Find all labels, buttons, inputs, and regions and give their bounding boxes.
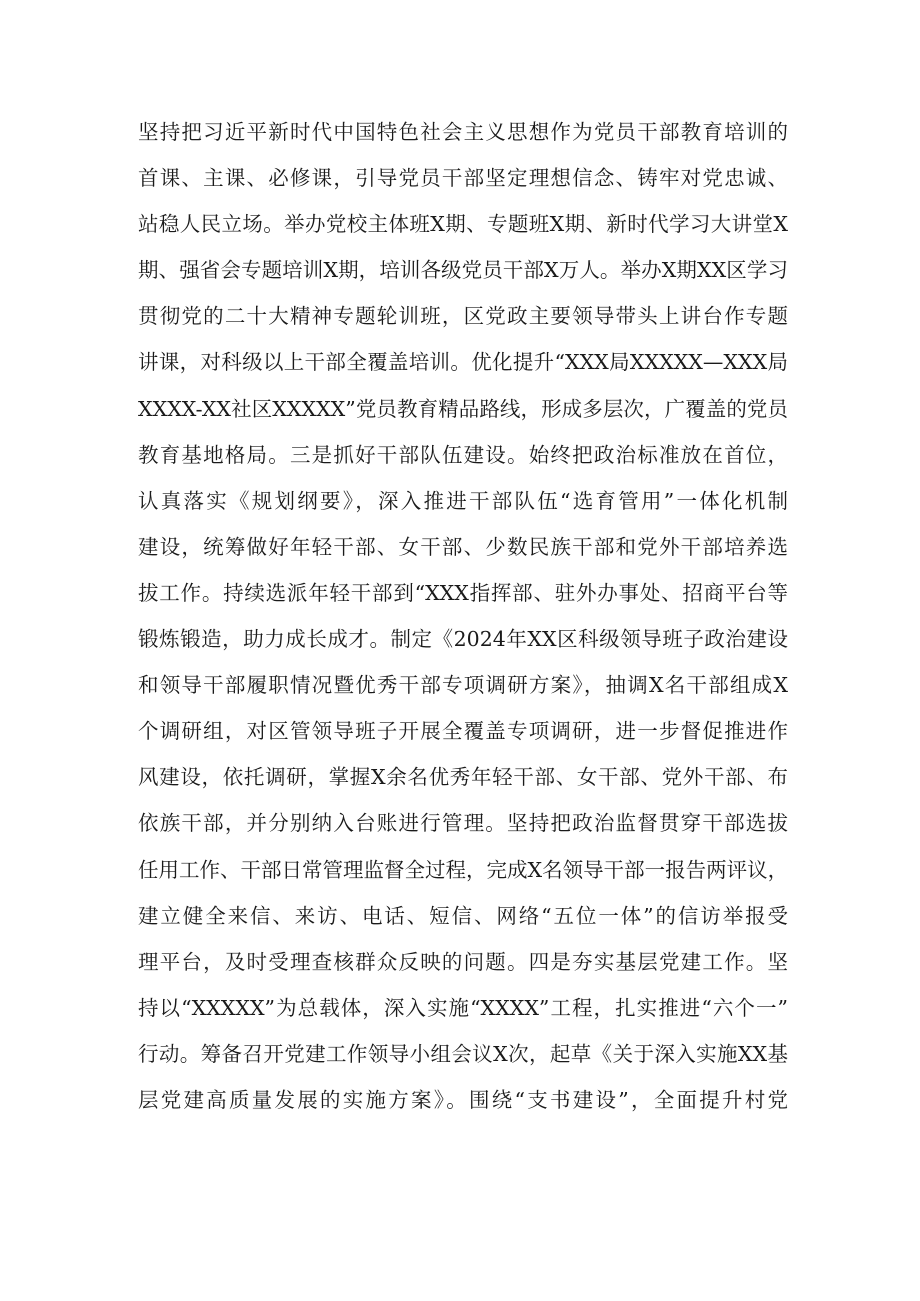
text-line-7: XXXX-XX社区XXXXX”党员教育精品路线，形成多层次，广覆盖的党员 xyxy=(138,396,788,421)
text-line-19: 理平台，及时受理查核群众反映的问题。四是夯实基层党建工作。坚 xyxy=(138,949,788,974)
text-line-18: 建立健全来信、来访、电话、短信、网络“五位一体”的信访举报受 xyxy=(138,903,788,928)
text-line-14: 个调研组，对区管领导班子开展全覆盖专项调研，进一步督促推进作 xyxy=(138,719,788,744)
body-paragraph xyxy=(138,112,788,1126)
text-line-4: 期、强省会专题培训X期，培训各级党员干部X万人。举办X期XX区学习 xyxy=(138,258,788,283)
text-line-21: 行动。筹备召开党建工作领导小组会议X次，起草《关于深入实施XX基 xyxy=(138,1041,788,1066)
text-line-20: 持以“XXXXX”为总载体，深入实施“XXXX”工程，扎实推进“六个一” xyxy=(138,995,788,1020)
text-line-16: 依族干部，并分别纳入台账进行管理。坚持把政治监督贯穿干部选拔 xyxy=(138,811,788,836)
text-line-12: 锻炼锻造，助力成长成才。制定《2024年XX区科级领导班子政治建设 xyxy=(138,627,788,652)
text-line-1: 坚持把习近平新时代中国特色社会主义思想作为党员干部教育培训的 xyxy=(138,120,788,144)
text-line-17: 任用工作、干部日常管理监督全过程，完成X名领导干部一报告两评议， xyxy=(138,857,788,882)
text-line-3: 站稳人民立场。举办党校主体班X期、专题班X期、新时代学习大讲堂X xyxy=(138,212,788,237)
text-line-5: 贯彻党的二十大精神专题轮训班，区党政主要领导带头上讲台作专题 xyxy=(138,304,788,329)
text-line-11: 拔工作。持续选派年轻干部到“XXX指挥部、驻外办事处、招商平台等 xyxy=(138,580,788,605)
text-line-13: 和领导干部履职情况暨优秀干部专项调研方案》，抽调X名干部组成X xyxy=(138,673,788,698)
text-line-8: 教育基地格局。三是抓好干部队伍建设。始终把政治标准放在首位， xyxy=(138,442,788,467)
text-line-9: 认真落实《规划纲要》，深入推进干部队伍“选育管用”一体化机制 xyxy=(138,488,788,513)
text-line-15: 风建设，依托调研，掌握X余名优秀年轻干部、女干部、党外干部、布 xyxy=(138,765,788,790)
text-line-22: 层党建高质量发展的实施方案》。围绕“支书建设”，全面提升村党 xyxy=(138,1087,788,1112)
text-line-6: 讲课，对科级以上干部全覆盖培训。优化提升“XXX局XXXXX—XXX局 xyxy=(138,350,788,375)
text-line-2: 首课、主课、必修课，引导党员干部坚定理想信念、铸牢对党忠诚、 xyxy=(138,166,788,191)
text-line-10: 建设，统筹做好年轻干部、女干部、少数民族干部和党外干部培养选 xyxy=(138,534,788,559)
